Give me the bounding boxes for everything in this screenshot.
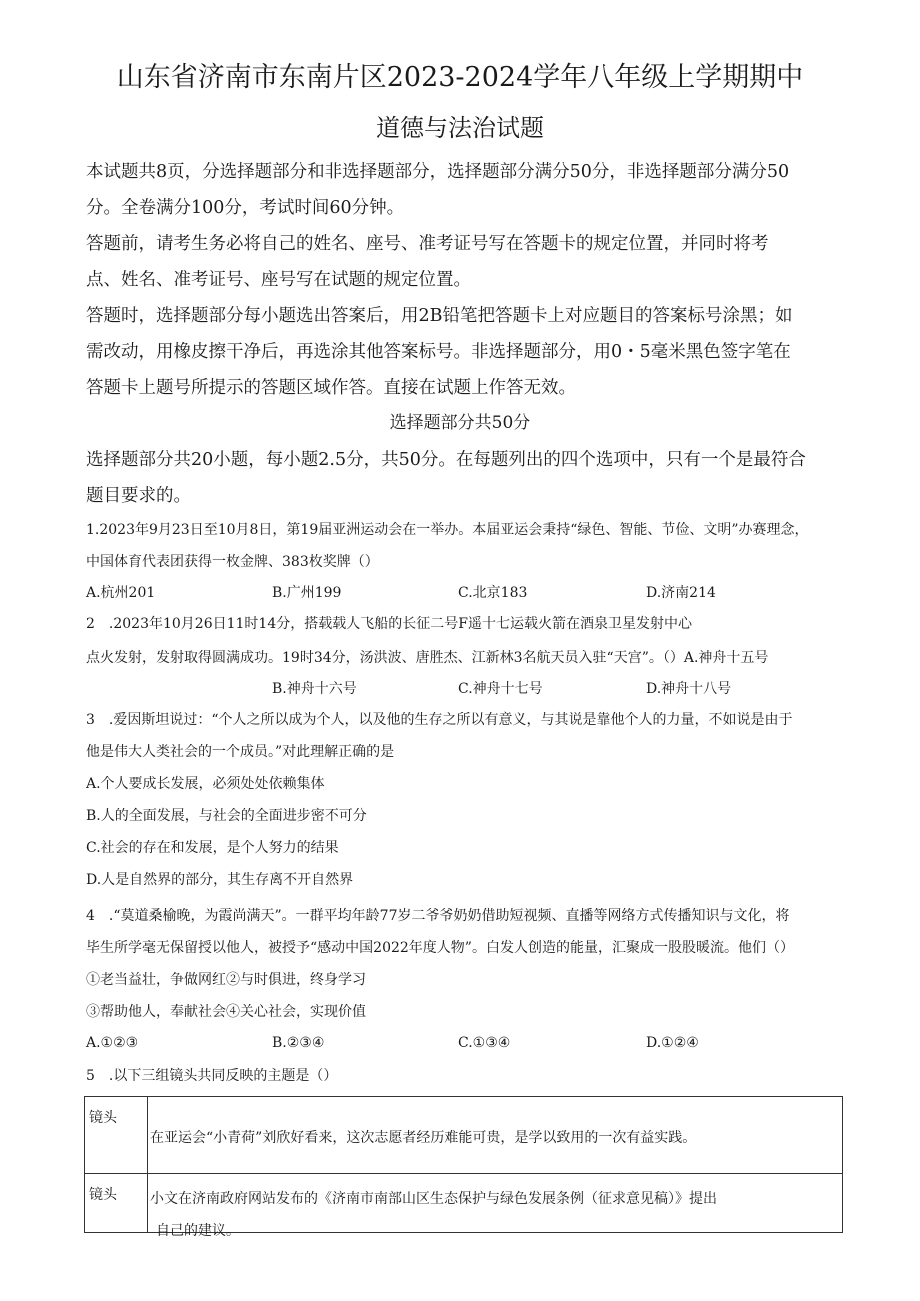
scene-text: 小文在济南政府网站发布的《济南市南部山区生态保护与绿色发展条例（征求意见稿）》提出 — [150, 1191, 717, 1207]
option-d: D.神舟十八号 — [646, 681, 732, 697]
question-2-stem: 2 .2023年10月26日11时14分，搭载载人飞船的长征二号F遥十七运载火箭在酒泉卫星发射中心 — [86, 616, 692, 632]
scene-label: 镜头 — [89, 1110, 117, 1126]
option-b: B.②③④ — [272, 1035, 325, 1051]
option-b: B.神舟十六号 — [272, 681, 357, 697]
question-4-statement: ③帮助他人，奉献社会④关心社会，实现价值 — [86, 1004, 366, 1020]
instruction-line: 答题卡上题号所提示的答题区域作答。直接在试题上作答无效。 — [86, 378, 576, 398]
instruction-line: 点、姓名、准考证号、座号写在试题的规定位置。 — [86, 270, 471, 290]
section-desc-line: 题目要求的。 — [86, 486, 191, 506]
option-b: B.人的全面发展，与社会的全面进步密不可分 — [86, 808, 367, 824]
question-4-stem: 毕生所学毫无保留授以他人，被授予“感动中国2022年度人物”。白发人创造的能量，汇聚成一股股暖流。他们（） — [86, 940, 794, 956]
question-3-stem: 他是伟大人类社会的一个成员。”对此理解正确的是 — [86, 744, 395, 760]
section-heading: 选择题部分共50分 — [389, 413, 531, 433]
table-cell-label — [85, 1097, 148, 1174]
table-cell-label — [85, 1174, 148, 1233]
option-a: A.杭州201 — [86, 585, 156, 601]
question-5-stem: 5 .以下三组镜头共同反映的主题是（） — [86, 1068, 338, 1084]
question-3-stem: 3 .爱因斯坦说过：“个人之所以成为个人，以及他的生存之所以有意义，与其说是靠他个人的力量，不如说是由于 — [86, 712, 793, 728]
question-1-stem: 1.2023年9月23日至10月8日，第19届亚洲运动会在一举办。本届亚运会秉持“绿色、智能、节俭、文明”办赛理念， — [86, 522, 809, 538]
exam-subtitle: 道德与法治试题 — [376, 114, 544, 142]
table-cell-text — [148, 1174, 843, 1233]
option-d: D.①②④ — [646, 1035, 699, 1051]
table-cell-text — [148, 1097, 843, 1174]
option-a: A.个人要成长发展，必须处处依赖集体 — [86, 776, 325, 792]
option-a: A.①②③ — [86, 1035, 139, 1051]
question-1-stem: 中国体育代表团获得一枚金牌、383枚奖牌（） — [86, 554, 379, 570]
question-5-table — [84, 1096, 843, 1233]
option-d: D.人是自然界的部分，其生存离不开自然界 — [86, 872, 354, 888]
instruction-line: 本试题共8页，分选择题部分和非选择题部分，选择题部分满分50分，非选择题部分满分50 — [86, 162, 790, 182]
option-b: B.广州199 — [272, 585, 342, 601]
scene-text: 在亚运会“小青荷”刘欣好看来，这次志愿者经历难能可贵，是学以致用的一次有益实践。 — [150, 1130, 697, 1146]
table-row — [85, 1097, 843, 1174]
instruction-line: 答题时，选择题部分每小题选出答案后，用2B铅笔把答题卡上对应题目的答案标号涂黑；如 — [86, 306, 793, 326]
instruction-line: 需改动，用橡皮擦干净后，再选涂其他答案标号。非选择题部分，用0・5毫米黑色签字笔在 — [86, 342, 791, 362]
option-c: C.①③④ — [458, 1035, 511, 1051]
instruction-line: 分。全卷满分100分，考试时间60分钟。 — [86, 198, 405, 218]
question-4-statement: ①老当益壮，争做网红②与时俱进，终身学习 — [86, 972, 366, 988]
question-2-stem: 点火发射，发射取得圆满成功。19时34分，汤洪波、唐胜杰、江新林3名航天员入驻“天宫”。（）A.神舟十五号 — [86, 650, 769, 666]
exam-title: 山东省济南市东南片区2023-2024学年八年级上学期期中 — [116, 62, 804, 93]
section-desc-line: 选择题部分共20小题，每小题2.5分，共50分。在每题列出的四个选项中，只有一个是最符合 — [86, 450, 806, 470]
option-c: C.北京183 — [458, 585, 528, 601]
option-d: D.济南214 — [646, 585, 716, 601]
question-4-stem: 4 .“莫道桑榆晚，为霞尚满天”。一群平均年龄77岁二爷爷奶奶借助短视频、直播等网络方式传播知识与文化，将 — [86, 908, 790, 924]
instruction-line: 答题前，请考生务必将自己的姓名、座号、准考证号写在答题卡的规定位置，并同时将考 — [86, 234, 769, 254]
scene-text-continued: 自己的建议。 — [156, 1223, 240, 1239]
option-c: C.社会的存在和发展，是个人努力的结果 — [86, 840, 339, 856]
scene-label: 镜头 — [89, 1187, 117, 1203]
option-c: C.神舟十七号 — [458, 681, 543, 697]
